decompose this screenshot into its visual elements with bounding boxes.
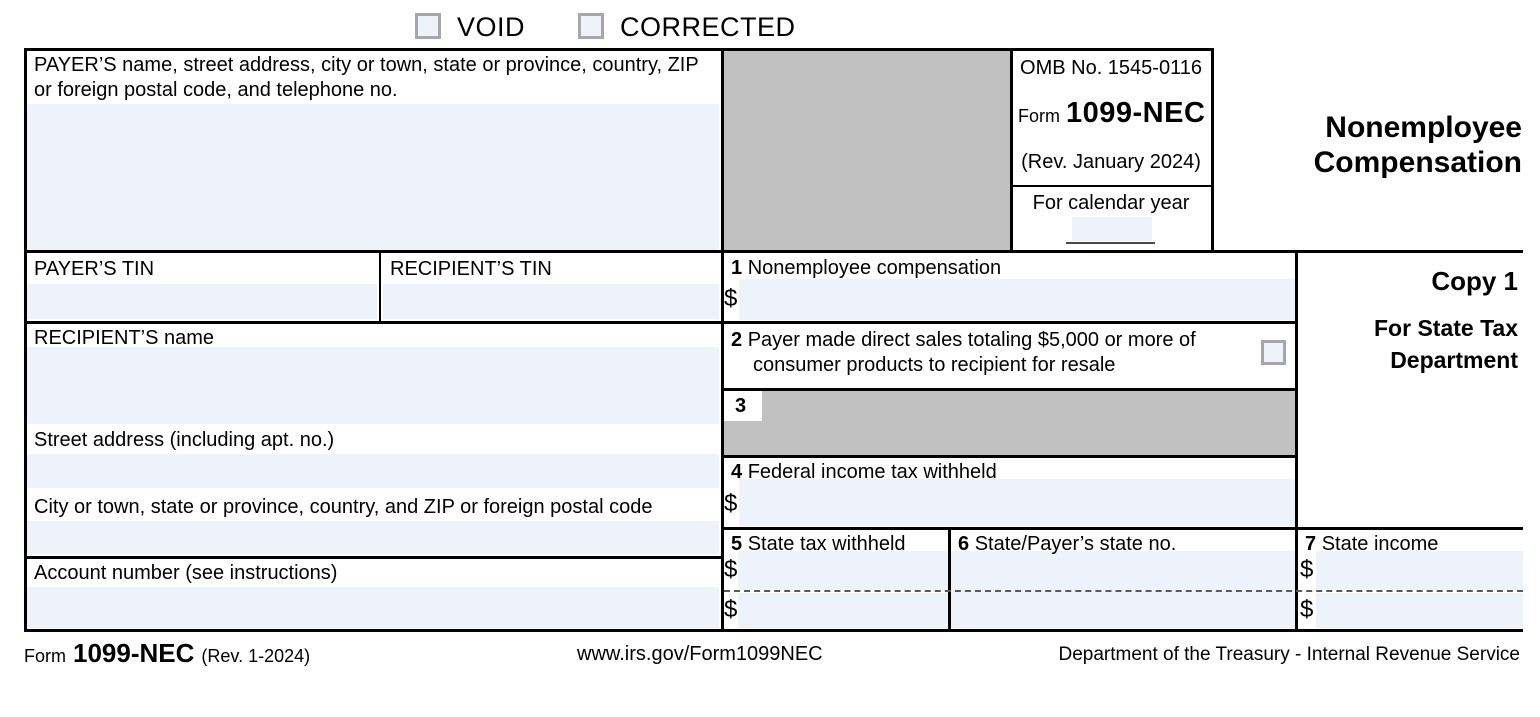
box5-dollar-sign-row2: $	[724, 596, 738, 623]
tin-divider	[379, 252, 381, 322]
box1-label: 1 Nonemployee compensation	[731, 257, 1002, 279]
recipient-tin-input[interactable]	[383, 284, 719, 319]
footer-revision: (Rev. 1-2024)	[201, 646, 311, 666]
form-title	[1290, 110, 1522, 180]
footer-url[interactable]: www.irs.gov/Form1099NEC	[577, 643, 823, 665]
copy-for-label	[1306, 312, 1518, 376]
dashed-state-divider	[724, 590, 1523, 592]
form-word: Form	[1018, 106, 1060, 126]
border-bottom	[24, 629, 1523, 632]
box7-label: 7 State income	[1305, 533, 1439, 555]
border-top	[24, 48, 1214, 51]
box7-amount-input-row2[interactable]	[1316, 593, 1523, 628]
form-number-block	[1018, 97, 1205, 130]
form-number: 1099-NEC	[1066, 97, 1206, 129]
payer-info-input[interactable]	[27, 104, 719, 250]
box5-amount-input-row2[interactable]	[738, 593, 948, 628]
copy-for-line2: Department	[1390, 347, 1518, 373]
box4-amount-input[interactable]	[739, 479, 1295, 526]
form-title-line1: Nonemployee	[1325, 111, 1522, 144]
city-input[interactable]	[27, 521, 719, 554]
corrected-label: CORRECTED	[620, 12, 796, 42]
payer-tin-label: PAYER’S TIN	[34, 258, 155, 280]
border-left	[24, 48, 27, 632]
box3-shaded-area	[724, 391, 1296, 455]
omb-box-divider	[1010, 185, 1214, 187]
divider-box5-box6	[948, 527, 951, 632]
box7-dollar-sign-row2: $	[1300, 596, 1314, 623]
payer-tin-input[interactable]	[27, 284, 377, 319]
divider-right-vertical	[1295, 250, 1298, 632]
copy-for-line1: For State Tax	[1374, 315, 1518, 341]
box4-label: 4 Federal income tax withheld	[731, 461, 997, 483]
box3-number: 3	[735, 395, 747, 417]
recipient-tin-label: RECIPIENT’S TIN	[390, 258, 552, 280]
footer-form-id	[24, 638, 310, 669]
rule-account-top	[24, 556, 722, 559]
recipient-name-label: RECIPIENT’S name	[34, 327, 215, 349]
footer-form-number: 1099-NEC	[73, 638, 195, 668]
void-checkbox[interactable]	[415, 13, 441, 39]
rule-box2-bottom	[721, 388, 1298, 391]
box6-label: 6 State/Payer’s state no.	[958, 533, 1177, 555]
recipient-name-input[interactable]	[27, 347, 719, 424]
rule-box4-bottom	[721, 527, 1523, 530]
box2-label-line1: 2 Payer made direct sales totaling $5,000 or more of	[731, 329, 1196, 351]
box5-dollar-sign-row1: $	[724, 556, 738, 583]
form-title-line2: Compensation	[1313, 146, 1522, 179]
footer-department: Department of the Treasury - Internal Revenue Service	[1058, 644, 1520, 665]
box5-label: 5 State tax withheld	[731, 533, 906, 555]
account-number-label: Account number (see instructions)	[34, 562, 338, 584]
calendar-year-underline	[1066, 242, 1155, 244]
void-label: VOID	[457, 12, 526, 42]
calendar-year-label: For calendar year	[1032, 192, 1190, 214]
box1-amount-input[interactable]	[739, 279, 1295, 320]
omb-number: OMB No. 1545-0116	[1020, 57, 1202, 79]
rule-box3-bottom	[721, 455, 1298, 458]
city-label: City or town, state or province, country, and ZIP or foreign postal code	[34, 496, 653, 518]
street-address-input[interactable]	[27, 454, 719, 488]
payer-info-label: PAYER’S name, street address, city or town, state or province, country, ZIP or foreign postal code, and telephone no.	[34, 54, 699, 101]
box4-dollar-sign: $	[724, 490, 738, 517]
shaded-area-top	[724, 50, 1011, 252]
rule-row2	[24, 321, 1298, 324]
corrected-checkbox[interactable]	[578, 13, 604, 39]
form-revision: (Rev. January 2024)	[1021, 151, 1201, 173]
street-address-label: Street address (including apt. no.)	[34, 429, 335, 451]
copy-label: Copy 1	[1431, 266, 1518, 296]
account-number-input[interactable]	[27, 587, 719, 628]
footer-form-word: Form	[24, 646, 66, 666]
box1-dollar-sign: $	[724, 285, 738, 312]
box7-dollar-sign-row1: $	[1300, 556, 1314, 583]
box2-checkbox[interactable]	[1261, 340, 1286, 365]
rule-row1	[24, 250, 1523, 253]
box2-label-line2: consumer products to recipient for resale	[753, 354, 1116, 376]
calendar-year-input[interactable]	[1072, 217, 1152, 241]
divider-center-vertical	[721, 48, 724, 632]
